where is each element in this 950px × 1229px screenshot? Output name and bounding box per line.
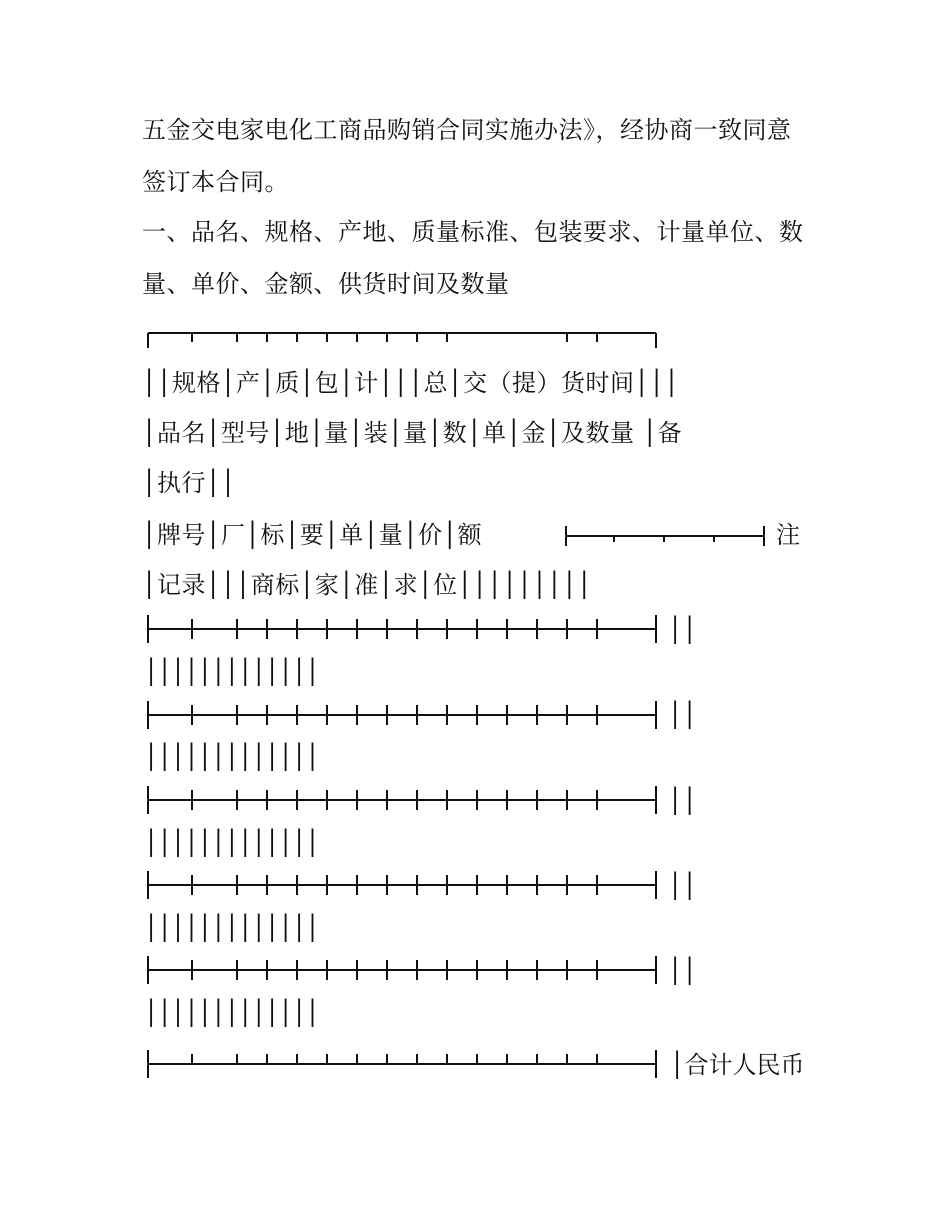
table-row-4: │牌号│厂│标│要│单│量│价│额 [142, 521, 483, 549]
grid-bars-1: │││││││││││││ [144, 658, 319, 686]
trail-bars-2: ││ [668, 701, 697, 729]
grid-bars-5: │││││││││││││ [144, 999, 319, 1027]
trail-bars-3: ││ [668, 787, 697, 815]
intro-line-2: 签订本合同。 [142, 168, 289, 196]
table-row-3: │执行││ [142, 469, 236, 497]
table-row-5: │记录│││商标│家│准│求│位│││││││││ [142, 571, 593, 599]
table-row-2: │品名│型号│地│量│装│量│数│单│金│及数量 │备 [142, 419, 683, 447]
total-label: │合计人民币 [670, 1051, 805, 1079]
intro-line-1: 五金交电家电化工商品购销合同实施办法》，经协商一致同意 [142, 116, 792, 144]
sub-header-rule [566, 526, 764, 546]
trail-bars-4: ││ [668, 872, 697, 900]
section-heading-line-1: 一、品名、规格、产地、质量标准、包装要求、计量单位、数 [142, 218, 804, 246]
grid-bars-3: │││││││││││││ [144, 829, 319, 857]
table-row-1: ││规格│产│质│包│计│││总│交（提）货时间│││ [142, 369, 680, 397]
grid-bars-2: │││││││││││││ [144, 743, 319, 771]
trail-bars-1: ││ [668, 616, 697, 644]
table-row-4-note: 注 [776, 521, 800, 549]
trail-bars-5: ││ [668, 957, 697, 985]
section-heading-line-2: 量、单价、金额、供货时间及数量 [142, 270, 510, 298]
table-top-border [148, 333, 656, 348]
grid-bars-4: │││││││││││││ [144, 914, 319, 942]
